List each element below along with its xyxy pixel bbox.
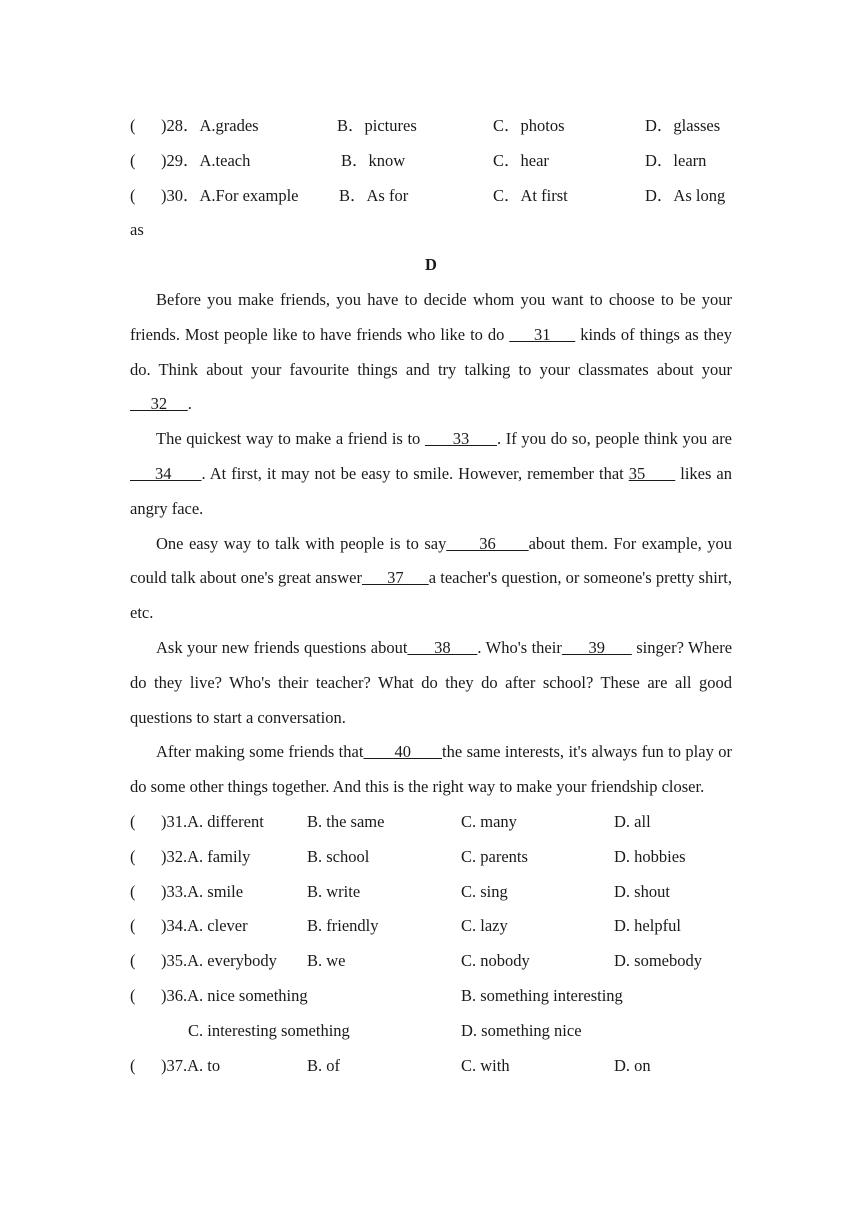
answer-paren: (: [130, 116, 136, 135]
answer-paren: (: [130, 985, 136, 1005]
question-30: [130, 179, 732, 214]
option-c: C. sing: [461, 881, 508, 901]
question-37: [130, 1049, 732, 1084]
paragraph-text: .: [187, 394, 192, 414]
paragraph-text: about them. For example, you could talk about one's great answer: [130, 533, 732, 588]
option-b: B. we: [307, 951, 346, 971]
option-c: C. nobody: [461, 951, 530, 971]
question-36: [130, 979, 732, 1014]
option-a: )35.A. everybody: [161, 951, 277, 971]
option-c: C．photos: [493, 116, 565, 135]
option-c: C. lazy: [461, 916, 508, 936]
paragraph-text: After making some friends that: [156, 742, 364, 762]
answer-paren: (: [130, 846, 136, 866]
answer-paren: (: [130, 881, 136, 901]
question-35: [130, 944, 732, 979]
paragraph-1: [130, 283, 732, 422]
answer-paren: (: [130, 811, 136, 831]
paragraph-text: Before you make friends, you have to decide whom you want to choose to be your friends. Most people like to have friends who like to do: [130, 289, 732, 344]
option-d: D. hobbies: [614, 846, 686, 866]
blank-40: 40: [363, 742, 442, 762]
answer-paren: (: [130, 185, 136, 205]
paragraph-text: . If you do so, people think you are: [497, 429, 733, 449]
paragraph-text: Ask your new friends questions about: [156, 637, 408, 657]
paragraph-5: [130, 735, 732, 805]
paragraph-text: a teacher's question, or someone's pretty shirt, etc.: [130, 568, 732, 623]
option-c: C. with: [461, 1055, 510, 1075]
option-a: )37.A. to: [161, 1055, 221, 1075]
option-b: B. something interesting: [461, 985, 623, 1005]
option-b: B. the same: [307, 811, 385, 831]
option-b: B. school: [307, 846, 370, 866]
option-d: D. all: [614, 811, 651, 831]
paragraph-3: [130, 527, 732, 631]
option-d: D. helpful: [614, 916, 681, 936]
paragraph-2: [130, 422, 732, 526]
question-29: [130, 144, 732, 179]
question-32: [130, 840, 732, 875]
paragraph-text: the same interests, it's always fun to play or do some other things together. And this is the right way to make your friendship closer.: [130, 742, 732, 797]
option-d: D. shout: [614, 881, 670, 901]
option-d: D. somebody: [614, 951, 702, 971]
question-31: [130, 805, 732, 840]
option-b: B．know: [341, 150, 406, 170]
question-34: [130, 909, 732, 944]
question-33: [130, 875, 732, 910]
blank-35: 35: [628, 463, 676, 483]
paragraph-text: . At first, it may not be easy to smile. However, remember that: [201, 463, 629, 483]
option-b: B. write: [307, 881, 361, 901]
blank-32: 32: [130, 394, 188, 414]
blank-34: 34: [130, 463, 202, 483]
paragraph-text: One easy way to talk with people is to say: [156, 533, 447, 553]
question-36-cont: [130, 1014, 732, 1049]
worksheet-page: [130, 109, 732, 1083]
answer-paren: (: [130, 150, 136, 170]
paragraph-text: . Who's their: [477, 637, 562, 657]
option-d: D. on: [614, 1055, 651, 1075]
paragraph-text: singer? Where do they live? Who's their teacher? What do they do after school? These are all good questions to start a conversation.: [130, 637, 733, 727]
answer-paren: (: [130, 1055, 136, 1075]
option-a: )30．A.For example: [161, 185, 299, 205]
option-a: )28．A.grades: [161, 116, 259, 135]
paragraph-text: likes an angry face.: [130, 463, 732, 518]
paragraph-4: [130, 631, 732, 735]
option-a: )29．A.teach: [161, 150, 251, 170]
paragraph-text: The quickest way to make a friend is to: [156, 429, 425, 449]
blank-31: 31: [509, 324, 576, 344]
option-b: B. of: [307, 1055, 340, 1075]
option-a: )31.A. different: [161, 811, 264, 831]
question-28: [130, 109, 732, 144]
question-30-wrap: as: [130, 220, 144, 240]
option-d: D. something nice: [461, 1020, 582, 1040]
option-a: )33.A. smile: [161, 881, 244, 901]
option-d: D．learn: [645, 150, 707, 170]
section-title: D: [425, 255, 437, 275]
option-c: C. many: [461, 811, 517, 831]
option-b: B. friendly: [307, 916, 379, 936]
option-c: C．hear: [493, 150, 549, 170]
blank-39: 39: [561, 637, 632, 657]
option-a: )34.A. clever: [161, 916, 248, 936]
option-d: D．As long: [645, 185, 726, 205]
option-b: B．pictures: [337, 116, 417, 135]
answer-paren: (: [130, 916, 136, 936]
option-c: C. interesting something: [188, 1020, 350, 1040]
blank-38: 38: [407, 637, 478, 657]
blank-37: 37: [361, 568, 429, 588]
option-a: )32.A. family: [161, 846, 251, 866]
answer-paren: (: [130, 951, 136, 971]
option-b: B．As for: [339, 185, 409, 205]
paragraph-text: kinds of things as they do. Think about your favourite things and try talking to your classmates about your: [130, 324, 732, 379]
option-c: C. parents: [461, 846, 528, 866]
option-c: C．At first: [493, 185, 568, 205]
option-a: )36.A. nice something: [161, 985, 308, 1005]
option-d: D．glasses: [645, 116, 721, 135]
blank-36: 36: [446, 533, 529, 553]
blank-33: 33: [424, 429, 498, 449]
